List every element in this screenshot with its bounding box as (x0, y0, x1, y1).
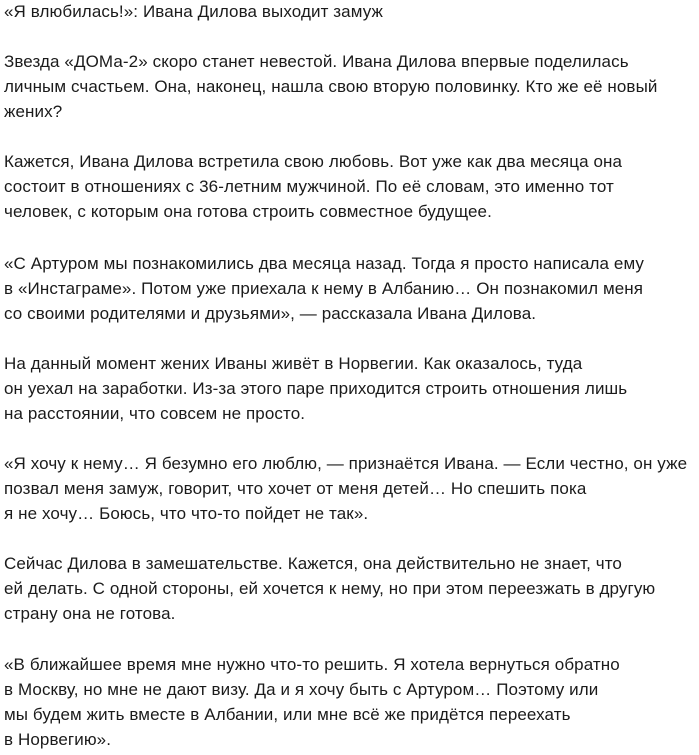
paragraph-line: на расстоянии, что совсем не просто. (4, 404, 306, 423)
paragraph-line: в Норвегию». (4, 730, 112, 749)
paragraph-line: я не хочу… Боюсь, что что-то пойдет не так». (4, 504, 369, 523)
paragraph-line: личным счастьем. Она, наконец, нашла свою вторую половинку. Кто же её новый (4, 77, 658, 96)
paragraph-line: жених? (4, 102, 63, 121)
paragraph-line: в Москву, но мне не дают визу. Да и я хочу быть с Артуром… Поэтому или (4, 680, 599, 699)
paragraph-line: На данный момент жених Иваны живёт в Норвегии. Как оказалось, туда (4, 354, 583, 373)
article-title: «Я влюбилась!»: Ивана Дилова выходит замуж (4, 2, 383, 21)
paragraph-line: состоит в отношениях с 36-летним мужчиной. По её словам, это именно тот (4, 177, 614, 196)
paragraph-line: Сейчас Дилова в замешательстве. Кажется, она действительно не знает, что (4, 554, 622, 573)
paragraph-line: в «Инстаграме». Потом уже приехала к нему в Албанию… Он познакомил меня (4, 279, 644, 298)
paragraph-line: он уехал на заработки. Из-за этого паре приходится строить отношения лишь (4, 379, 628, 398)
paragraph-line: «С Артуром мы познакомились два месяца назад. Тогда я просто написала ему (4, 254, 645, 273)
paragraph-line: со своими родителями и друзьями», — рассказала Ивана Дилова. (4, 304, 537, 323)
paragraph-line: «В ближайшее время мне нужно что-то решить. Я хотела вернуться обратно (4, 655, 620, 674)
paragraph-line: Звезда «ДОМа-2» скоро станет невестой. Ивана Дилова впервые поделилась (4, 52, 629, 71)
paragraph-line: ей делать. С одной стороны, ей хочется к нему, но при этом переезжать в другую (4, 579, 656, 598)
paragraph-line: Кажется, Ивана Дилова встретила свою любовь. Вот уже как два месяца она (4, 152, 623, 171)
paragraph-line: страну она не готова. (4, 604, 176, 623)
paragraph-line: человек, с которым она готова строить совместное будущее. (4, 202, 492, 221)
paragraph-line: мы будем жить вместе в Албании, или мне всё же придётся переехать (4, 705, 571, 724)
paragraph-line: позвал меня замуж, говорит, что хочет от меня детей… Но спешить пока (4, 479, 587, 498)
paragraph-line: «Я хочу к нему… Я безумно его люблю, — признаётся Ивана. — Если честно, он уже (4, 454, 688, 473)
